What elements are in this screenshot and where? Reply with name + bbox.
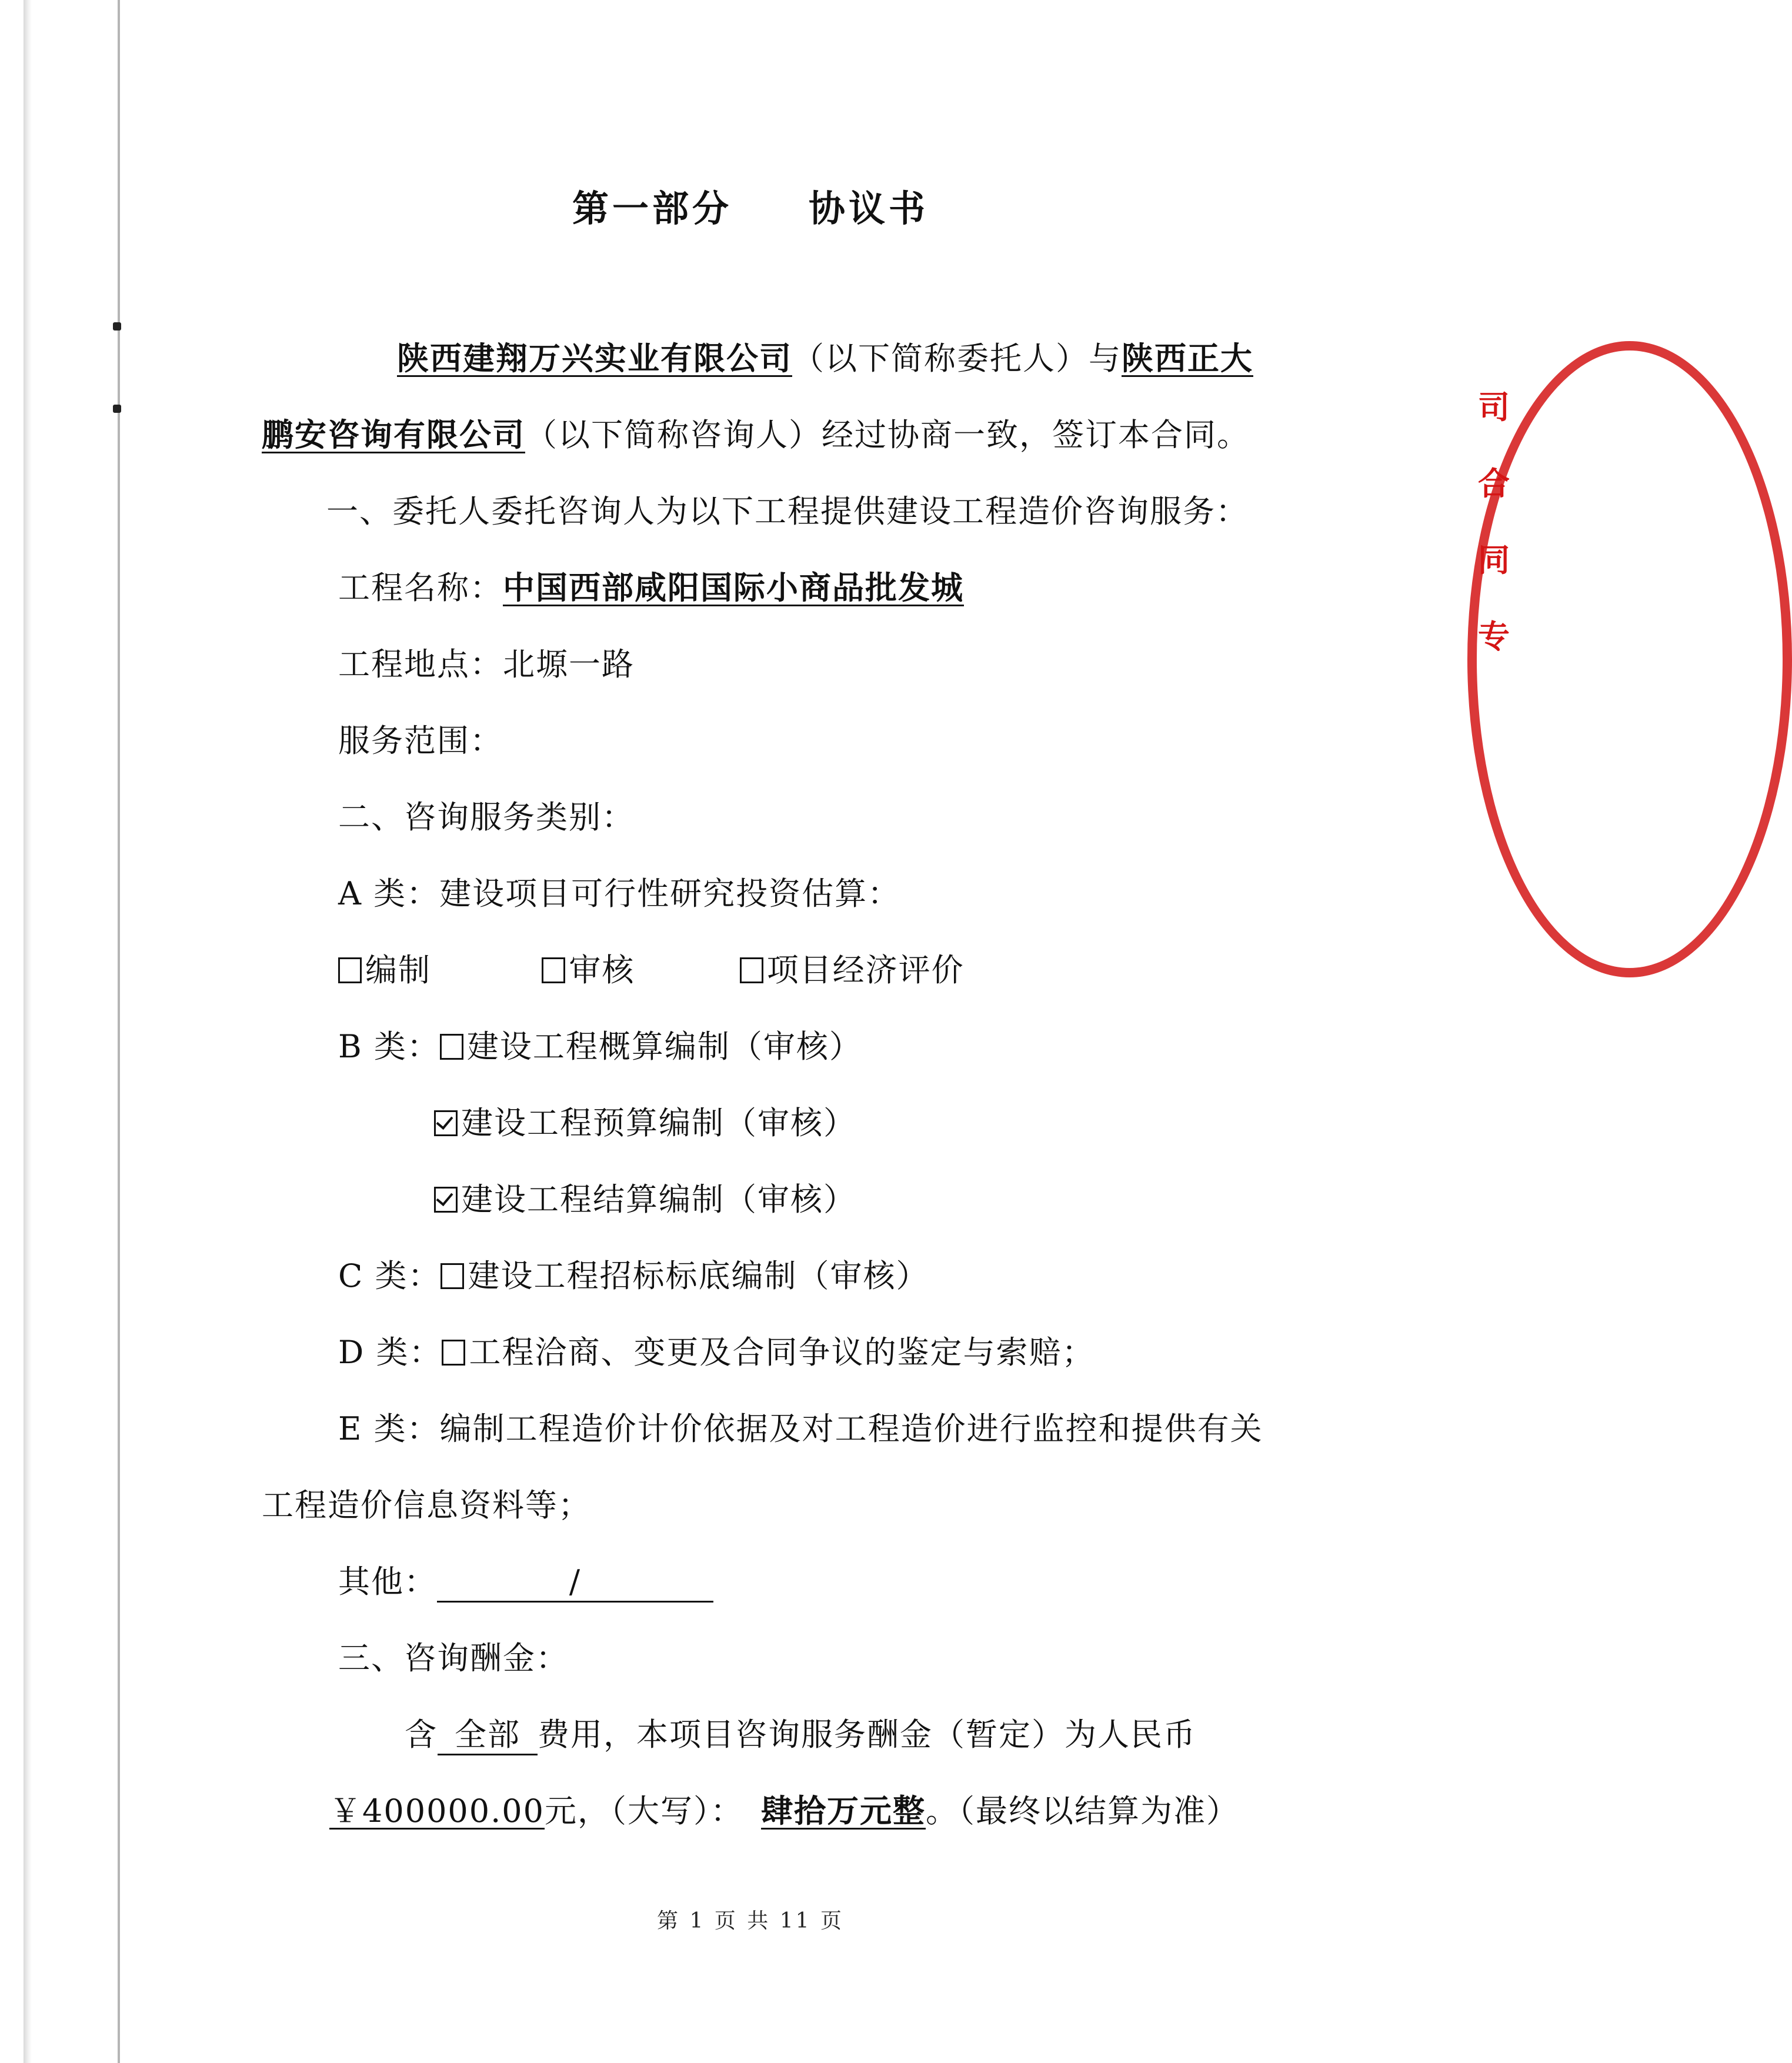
category-b-prefix: B 类：: [338, 1028, 440, 1065]
option-label: 审核: [569, 952, 635, 989]
checkbox-a-review[interactable]: [542, 957, 565, 983]
option-label: 建设工程概算编制（审核）: [466, 1028, 862, 1065]
seal-char: 专: [1478, 618, 1510, 655]
fee-text: 。（最终以结算为准）: [926, 1792, 1240, 1830]
fee-text: 元，（大写）：: [545, 1792, 744, 1830]
project-location-value: 北塬一路: [503, 646, 635, 683]
title-name: 协议书: [809, 187, 929, 230]
consultant-name-part2: 鹏安咨询有限公司: [262, 416, 525, 453]
client-name: 陕西建翔万兴实业有限公司: [397, 340, 792, 377]
service-scope-label: 服务范围：: [338, 722, 503, 759]
intro-line-2: [262, 412, 1250, 459]
category-b-row-2: [434, 1100, 856, 1147]
other-label: 其他：: [338, 1563, 437, 1600]
category-d-prefix: D 类：: [338, 1334, 442, 1371]
fee-text: 含: [405, 1716, 438, 1753]
checkbox-d-claims[interactable]: [442, 1340, 465, 1366]
checkbox-a-compile[interactable]: [338, 957, 362, 983]
option-label: 编制: [365, 952, 431, 989]
section2-heading: 二、咨询服务类别：: [338, 799, 635, 836]
category-a-options: [338, 947, 965, 994]
checkbox-a-evaluation[interactable]: [740, 957, 763, 983]
section3-heading: 三、咨询酬金：: [338, 1640, 569, 1677]
seal-char: 同: [1478, 542, 1510, 579]
checkbox-c-tender[interactable]: [441, 1263, 464, 1289]
option-label: 建设工程结算编制（审核）: [461, 1181, 856, 1218]
project-name-value: 中国西部咸阳国际小商品批发城: [503, 569, 964, 606]
scan-edge: [24, 0, 32, 2063]
project-location-row: [338, 641, 635, 688]
intro-text: （以下简称咨询人）经过协商一致，签订本合同。: [525, 416, 1250, 453]
title-part: 第一部分: [572, 187, 732, 230]
seal-char: 合: [1478, 465, 1510, 502]
project-name-row: [338, 565, 964, 612]
intro-text: （以下简称委托人）与: [792, 340, 1122, 377]
fee-text: 费用，本项目咨询服务酬金（暂定）为人民币: [538, 1716, 1196, 1753]
binding-line: [118, 0, 120, 2063]
document-title: [0, 179, 1501, 232]
fee-line-2: [329, 1788, 1239, 1835]
checkbox-b-estimate[interactable]: [440, 1034, 463, 1060]
binding-hole-mark: [113, 322, 121, 331]
option-label: 建设工程预算编制（审核）: [461, 1104, 856, 1141]
fee-line-1: [405, 1711, 1196, 1758]
option-label: 工程洽商、变更及合同争议的鉴定与索赔；: [469, 1334, 1095, 1371]
category-e-line-1: E 类：编制工程造价计价依据及对工程造价进行监控和提供有关: [338, 1410, 1263, 1447]
fee-amount-words: 肆拾万元整: [761, 1792, 926, 1830]
category-e-line-2: 工程造价信息资料等；: [262, 1487, 591, 1524]
option-label: 建设工程招标标底编制（审核）: [468, 1257, 929, 1294]
category-c-prefix: C 类：: [338, 1257, 441, 1294]
binding-hole-mark: [113, 405, 121, 413]
section1-heading: 一、委托人委托咨询人为以下工程提供建设工程造价咨询服务：: [326, 493, 1249, 530]
intro-line-1: [397, 335, 1253, 382]
checkbox-b-settlement[interactable]: [434, 1187, 458, 1213]
category-b-row-3: [434, 1176, 856, 1223]
category-b-row-1: [338, 1023, 862, 1070]
seal-ring: [1467, 341, 1792, 977]
page-number: 第 1 页 共 11 页: [657, 1909, 844, 1933]
consultant-name-part1: 陕西正大: [1122, 340, 1253, 377]
other-field[interactable]: /: [437, 1563, 713, 1603]
other-row: [338, 1558, 713, 1605]
checkbox-b-budget[interactable]: [434, 1110, 458, 1136]
project-name-label: 工程名称：: [338, 569, 503, 606]
category-c-row: [338, 1253, 929, 1300]
category-d-row: [338, 1329, 1094, 1376]
seal-char: 司: [1478, 389, 1510, 426]
category-a-label: A 类：建设项目可行性研究投资估算：: [338, 875, 901, 912]
red-seal-fragment: [1467, 341, 1510, 959]
fee-scope-field[interactable]: 全部: [438, 1716, 538, 1755]
fee-amount: ￥400000.00: [329, 1792, 545, 1830]
project-location-label: 工程地点：: [338, 646, 503, 683]
option-label: 项目经济评价: [766, 952, 965, 989]
